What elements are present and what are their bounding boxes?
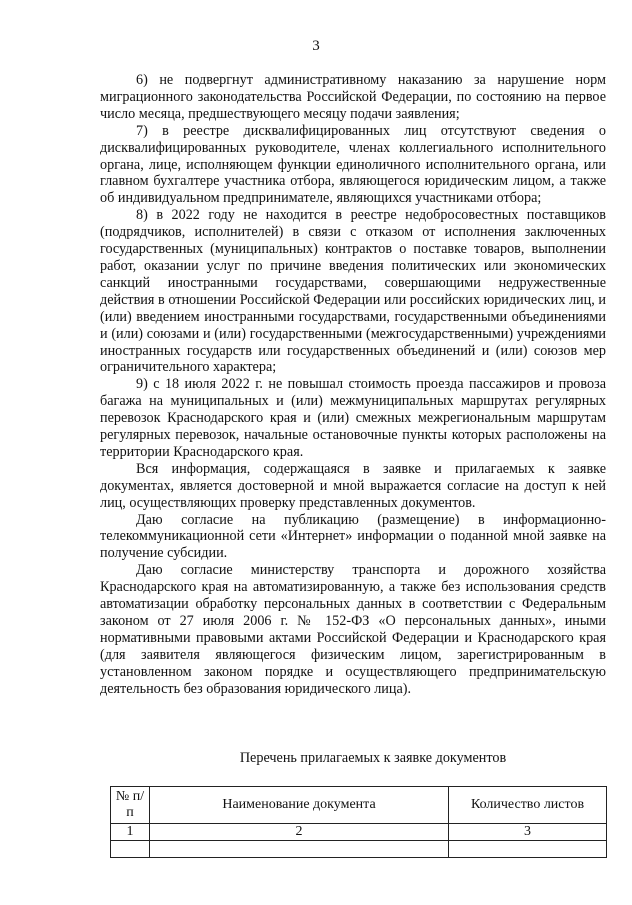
- table-numbering-row: [111, 824, 607, 841]
- documents-list-title: Перечень прилагаемых к заявке документов: [239, 750, 507, 766]
- table-cell: 2: [150, 824, 449, 841]
- table-cell: 1: [111, 824, 150, 841]
- table-cell: [111, 841, 150, 858]
- paragraph-item-7: 7) в реестре дисквалифицированных лиц отсутствуют сведения о дисквалифицированных руководителе, членах коллегиального исполнительного органа, лице, исполняющем функции единоличного исполнительного органа, или главном бухгалтере участника отбора, являющегося юридическим лицом, а также об индивидуальном предпринимателе, являющихся участниками отбора;: [100, 122, 606, 207]
- table-cell: 3: [449, 824, 607, 841]
- page-number: 3: [312, 38, 320, 54]
- header-document-name: Наименование документа: [150, 787, 449, 824]
- paragraph-publication-consent: Даю согласие на публикацию (размещение) в информационно-телекоммуникационной сети «Интернет» информации о поданной мной заявке на получение субсидии.: [100, 511, 606, 562]
- table-cell: [150, 841, 449, 858]
- table-row: [111, 841, 607, 858]
- paragraph-info-accuracy: Вся информация, содержащаяся в заявке и прилагаемых к заявке документах, является достоверной и мной выражается согласие на доступ к ней лиц, осуществляющих проверку представленных документов.: [100, 460, 606, 511]
- header-number: № п/п: [111, 787, 150, 824]
- paragraph-item-8: 8) в 2022 году не находится в реестре недобросовестных поставщиков (подрядчиков, исполнителей) в связи с отказом от исполнения заключенных государственных (муниципальных) контрактов о поставке товаров, выполнении работ, оказании услуг по причине введения политических или экономических санкций иностранными государствами, совершающими недружественные действия в отношении Российской Федерации или российских юридических лиц, и (или) введением иностранными государствами, государственными объединениями и (или) союзами и (или) государственными (межгосударственными) учреждениями иностранных государств или государственных объединений и (или) союзов мер ограничительного характера;: [100, 207, 606, 376]
- table-cell: [449, 841, 607, 858]
- document-body: [100, 72, 606, 698]
- paragraph-item-9: 9) с 18 июля 2022 г. не повышал стоимость проезда пассажиров и провоза багажа на муниципальных и (или) межмуниципальных маршрутах регулярных перевозок Краснодарского края и (или) смежных межрегиональным маршрутам регулярных перевозок, начальные остановочные пункты которых расположены на территории Краснодарского края.: [100, 376, 606, 460]
- header-sheet-count: Количество листов: [449, 787, 607, 824]
- paragraph-personal-data-consent: Даю согласие министерству транспорта и дорожного хозяйства Краснодарского края на автоматизированную, а также без использования средств автоматизации обработку персональных данных в соответствии с Федеральным законом от 27 июля 2006 г. № 152-ФЗ «О персональных данных», иными нормативными правовыми актами Российской Федерации и Краснодарского края (для заявителя являющегося физическим лицом, зарегистрированным в установленном законом порядке и осуществляющего предпринимательскую деятельность без образования юридического лица).: [100, 562, 606, 697]
- paragraph-item-6: 6) не подвергнут административному наказанию за нарушение норм миграционного законодательства Российской Федерации, по состоянию на первое число месяца, предшествующего месяцу подачи заявления;: [100, 72, 606, 122]
- documents-table: [110, 786, 607, 858]
- table-header-row: [111, 787, 607, 824]
